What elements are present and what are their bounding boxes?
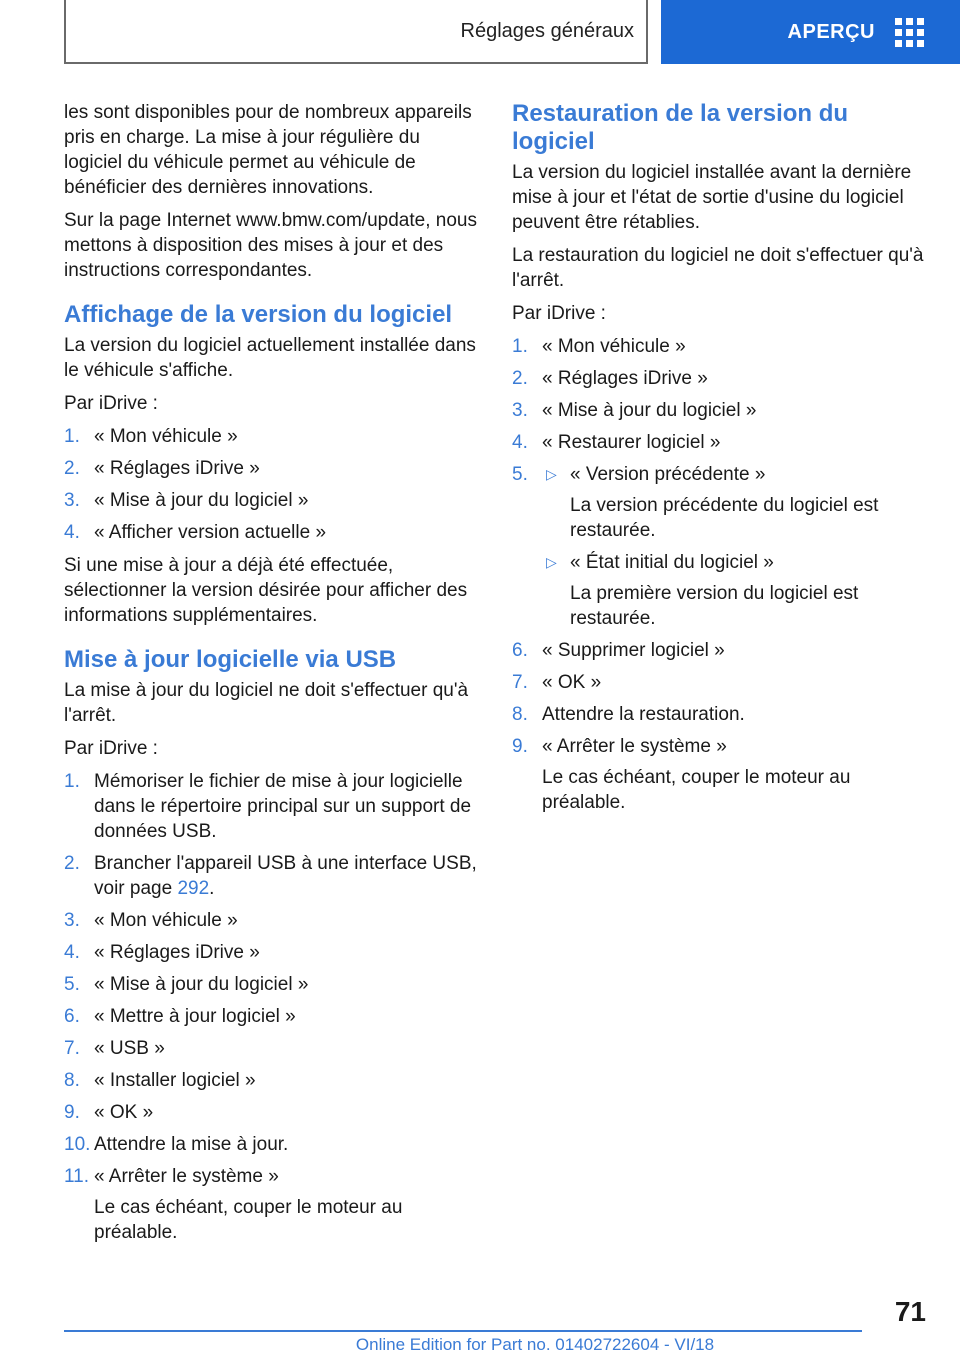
- list-item: 3. « Mise à jour du logiciel »: [64, 490, 309, 511]
- restore-paragraph: La version du logiciel installée avant la dernière mise à jour et l'état de sortie d'usine du logiciel peuvent être rétablies.: [512, 162, 912, 233]
- list-item: 5. « Mise à jour du logiciel »: [64, 974, 309, 995]
- list-item: 1. « Mon véhicule »: [64, 426, 238, 447]
- triangle-right-icon: ▷: [546, 466, 557, 482]
- page-number: 71: [894, 1296, 926, 1327]
- left-column: [64, 100, 478, 1253]
- heading-usb-update: Mise à jour logicielle via USB: [64, 646, 397, 673]
- list-item: 3. « Mon véhicule »: [64, 910, 238, 931]
- display-after: Si une mise à jour a déjà été effectuée, sélectionner la version désirée pour afficher des informations supplémentaires.: [64, 555, 468, 626]
- triangle-right-icon: ▷: [546, 554, 557, 570]
- list-item: 7. « OK »: [512, 672, 602, 693]
- overview-tab-label: APERÇU: [787, 20, 875, 43]
- heading-display-version: Affichage de la version du logiciel: [64, 301, 453, 328]
- intro-paragraph-url: Sur la page Internet www.bmw.com/update, nous mettons à disposition des mises à jour et des instructions correspondantes.: [64, 210, 477, 281]
- display-via: Par iDrive :: [64, 393, 158, 414]
- list-item: 2. « Réglages iDrive »: [512, 368, 708, 389]
- overview-tab[interactable]: [661, 0, 960, 64]
- restore-steps: [512, 334, 932, 815]
- display-steps: [64, 424, 478, 545]
- list-item: 11. « Arrêter le système » Le cas échéant, couper le moteur au préalable.: [64, 1166, 403, 1243]
- list-item: 10. Attendre la mise à jour.: [64, 1134, 289, 1155]
- restore-via: Par iDrive :: [512, 303, 606, 324]
- list-item: 9. « Arrêter le système » Le cas échéant, couper le moteur au préalable.: [512, 736, 851, 813]
- usb-steps: [64, 769, 478, 1245]
- list-item: 4. « Réglages iDrive »: [64, 942, 260, 963]
- sub-option: ▷ « État initial du logiciel » La première version du logiciel est restaurée.: [546, 552, 859, 629]
- list-item: 6. « Supprimer logiciel »: [512, 640, 725, 661]
- list-item: 3. « Mise à jour du logiciel »: [512, 400, 757, 421]
- list-item: 8. Attendre la restauration.: [512, 704, 745, 725]
- footer-divider: [64, 1330, 862, 1332]
- list-item: 4. « Afficher version actuelle »: [64, 522, 327, 543]
- sub-option: ▷ « Version précédente » La version précédente du logiciel est restaurée.: [546, 464, 879, 541]
- edition-note: Online Edition for Part no. 01402722604 - VI/18: [355, 1335, 715, 1354]
- grid-icon: [895, 18, 924, 47]
- list-item: 9. « OK »: [64, 1102, 154, 1123]
- list-item: 1. Mémoriser le fichier de mise à jour logicielle dans le répertoire principal sur un support de données USB.: [64, 771, 472, 842]
- usb-paragraph: La mise à jour du logiciel ne doit s'effectuer qu'à l'arrêt.: [64, 680, 469, 726]
- list-item: 4. « Restaurer logiciel »: [512, 432, 721, 453]
- usb-via: Par iDrive :: [64, 738, 158, 759]
- heading-restore-version: Restauration de la version du logiciel: [512, 100, 849, 155]
- list-item: 6. « Mettre à jour logiciel »: [64, 1006, 296, 1027]
- intro-paragraph: les sont disponibles pour de nombreux appareils pris en charge. La mise à jour régulière du logiciel du véhicule permet au véhicule de bénéficier des dernières innovations.: [64, 102, 472, 198]
- section-title: Réglages généraux: [64, 0, 648, 64]
- restore-paragraph-2: La restauration du logiciel ne doit s'effectuer qu'à l'arrêt.: [512, 245, 924, 291]
- display-paragraph: La version du logiciel actuellement installée dans le véhicule s'affiche.: [64, 335, 476, 381]
- list-item: 2. Brancher l'appareil USB à une interface USB, voir page 292.: [64, 853, 477, 899]
- sub-options: [542, 462, 932, 631]
- list-item: 5. ▷ « Version précédente » La version précédente du logiciel est restaurée. ▷ « État initial du logiciel » La première version du logiciel est restaurée.: [512, 462, 932, 631]
- right-column: [512, 100, 932, 823]
- list-item: 2. « Réglages iDrive »: [64, 458, 260, 479]
- page-link[interactable]: 292: [177, 878, 210, 899]
- list-item: 8. « Installer logiciel »: [64, 1070, 256, 1091]
- list-item: 7. « USB »: [64, 1038, 165, 1059]
- list-item: 1. « Mon véhicule »: [512, 336, 686, 357]
